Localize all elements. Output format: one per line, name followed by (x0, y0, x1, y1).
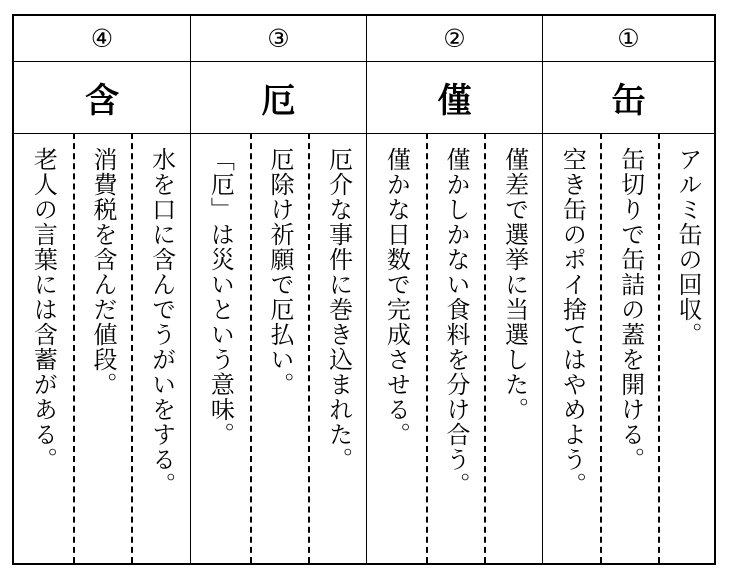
sentence-text: 僅かしかない食料を分け合う。 (442, 147, 471, 497)
example-sentence (131, 133, 190, 563)
example-sentence (14, 133, 73, 563)
sentence-text: 「厄」は災いという意味。 (206, 147, 235, 447)
column-number: ① (543, 16, 714, 62)
example-sentence (600, 133, 659, 563)
example-sentences (14, 133, 190, 563)
column-kanji: 缶 (543, 61, 714, 134)
sentence-text: 僅かな日数で完成させる。 (382, 147, 411, 447)
column-number: ④ (14, 16, 190, 62)
example-sentence (367, 133, 426, 563)
sentence-text: 空き缶のポイ捨てはやめよう。 (558, 147, 587, 497)
example-sentence (426, 133, 485, 563)
example-sentence (484, 133, 543, 563)
sentence-text: 缶切りで缶詰の蓋を開ける。 (616, 147, 645, 472)
example-sentence (658, 133, 717, 563)
example-sentence (191, 133, 250, 563)
column-kanji: 厄 (191, 61, 366, 134)
column-number: ② (367, 16, 542, 62)
sentence-text: 老人の言葉には含蓄がある。 (29, 147, 58, 472)
sentence-text: 消費税を含んだ値段。 (89, 147, 118, 397)
example-sentence (250, 133, 309, 563)
example-sentences (543, 133, 714, 563)
sentence-text: アルミ缶の回収。 (674, 147, 703, 347)
example-sentence (543, 133, 602, 563)
kanji-practice-table (12, 14, 716, 565)
column-3 (190, 16, 366, 563)
sentence-text: 僅差で選挙に当選した。 (500, 147, 529, 422)
sentence-text: 厄除け祈願で厄払い。 (266, 147, 295, 397)
example-sentence (308, 133, 367, 563)
column-kanji: 僅 (367, 61, 542, 134)
column-kanji: 含 (14, 61, 190, 134)
column-1 (542, 16, 714, 563)
column-number: ③ (191, 16, 366, 62)
column-4 (14, 16, 190, 563)
example-sentences (191, 133, 366, 563)
example-sentences (367, 133, 542, 563)
sentence-text: 水を口に含んでうがいをする。 (147, 147, 176, 497)
column-2 (366, 16, 542, 563)
example-sentence (73, 133, 132, 563)
sentence-text: 厄介な事件に巻き込まれた。 (324, 147, 353, 472)
